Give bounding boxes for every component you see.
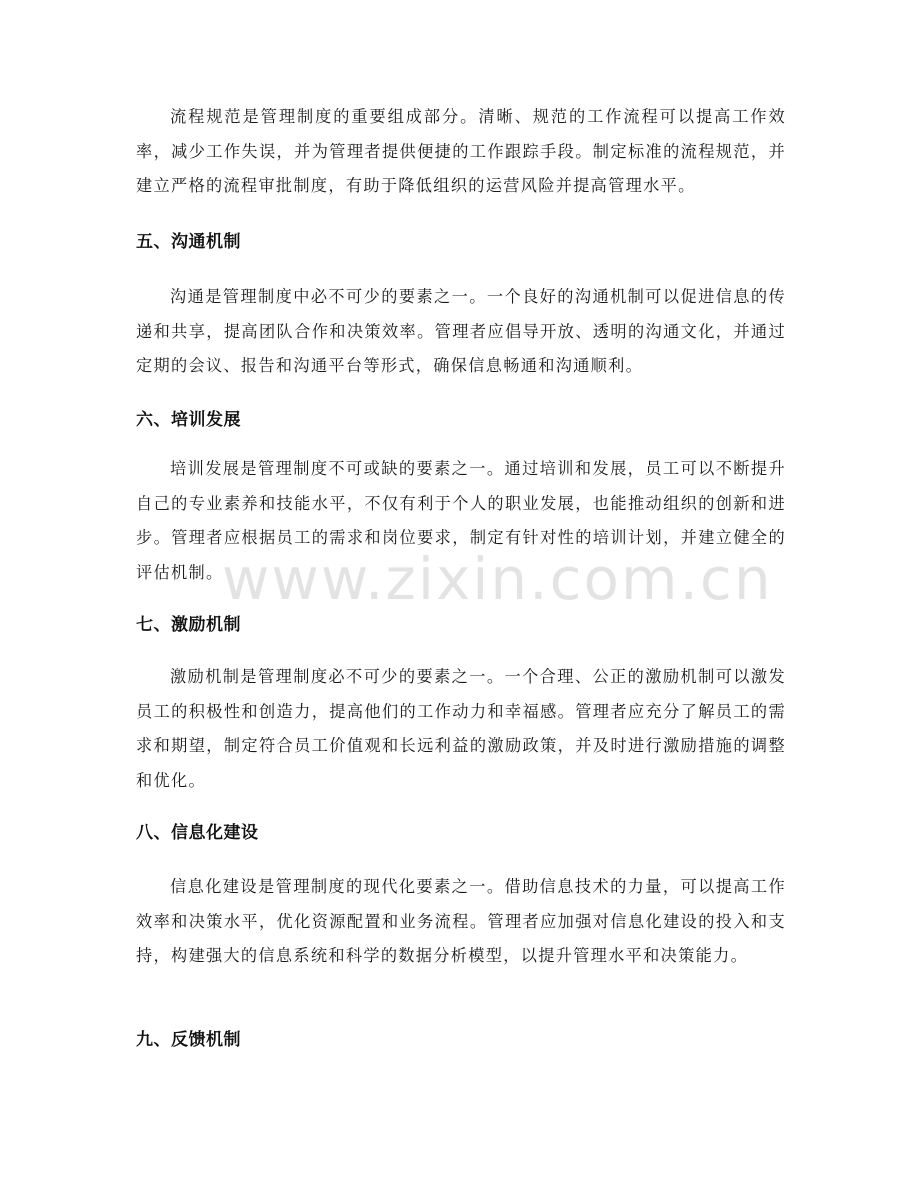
heading-communication: 五、沟通机制 bbox=[136, 232, 241, 252]
watermark: www.zixin.com.cn bbox=[222, 545, 773, 613]
heading-training: 六、培训发展 bbox=[136, 410, 241, 430]
paragraph-communication: 沟通是管理制度中必不可少的要素之一。一个良好的沟通机制可以促进信息的传递和共享，提高团队合作和决策效率。管理者应倡导开放、透明的沟通文化，并通过定期的会议、报告和沟通平台等形式，确保信息畅通和沟通顺利。 bbox=[136, 287, 786, 375]
paragraph-informatization: 信息化建设是管理制度的现代化要素之一。借助信息技术的力量，可以提高工作效率和决策水平，优化资源配置和业务流程。管理者应加强对信息化建设的投入和支持，构建强大的信息系统和科学的数据分析模型，以提升管理水平和决策能力。 bbox=[136, 877, 786, 965]
paragraph-incentive: 激励机制是管理制度必不可少的要素之一。一个合理、公正的激励机制可以激发员工的积极性和创造力，提高他们的工作动力和幸福感。管理者应充分了解员工的需求和期望，制定符合员工价值观和长远利益的激励政策，并及时进行激励措施的调整和优化。 bbox=[136, 667, 786, 790]
heading-informatization: 八、信息化建设 bbox=[136, 823, 259, 843]
paragraph-training: 培训发展是管理制度不可或缺的要素之一。通过培训和发展，员工可以不断提升自己的专业素养和技能水平，不仅有利于个人的职业发展，也能推动组织的创新和进步。管理者应根据员工的需求和岗位要求，制定有针对性的培训计划，并建立健全的评估机制。 bbox=[136, 459, 786, 582]
heading-incentive: 七、激励机制 bbox=[136, 615, 241, 635]
heading-feedback: 九、反馈机制 bbox=[136, 1030, 241, 1050]
paragraph-process-norms: 流程规范是管理制度的重要组成部分。清晰、规范的工作流程可以提高工作效率，减少工作失误，并为管理者提供便捷的工作跟踪手段。制定标准的流程规范，并建立严格的流程审批制度，有助于降低组织的运营风险并提高管理水平。 bbox=[136, 107, 786, 195]
